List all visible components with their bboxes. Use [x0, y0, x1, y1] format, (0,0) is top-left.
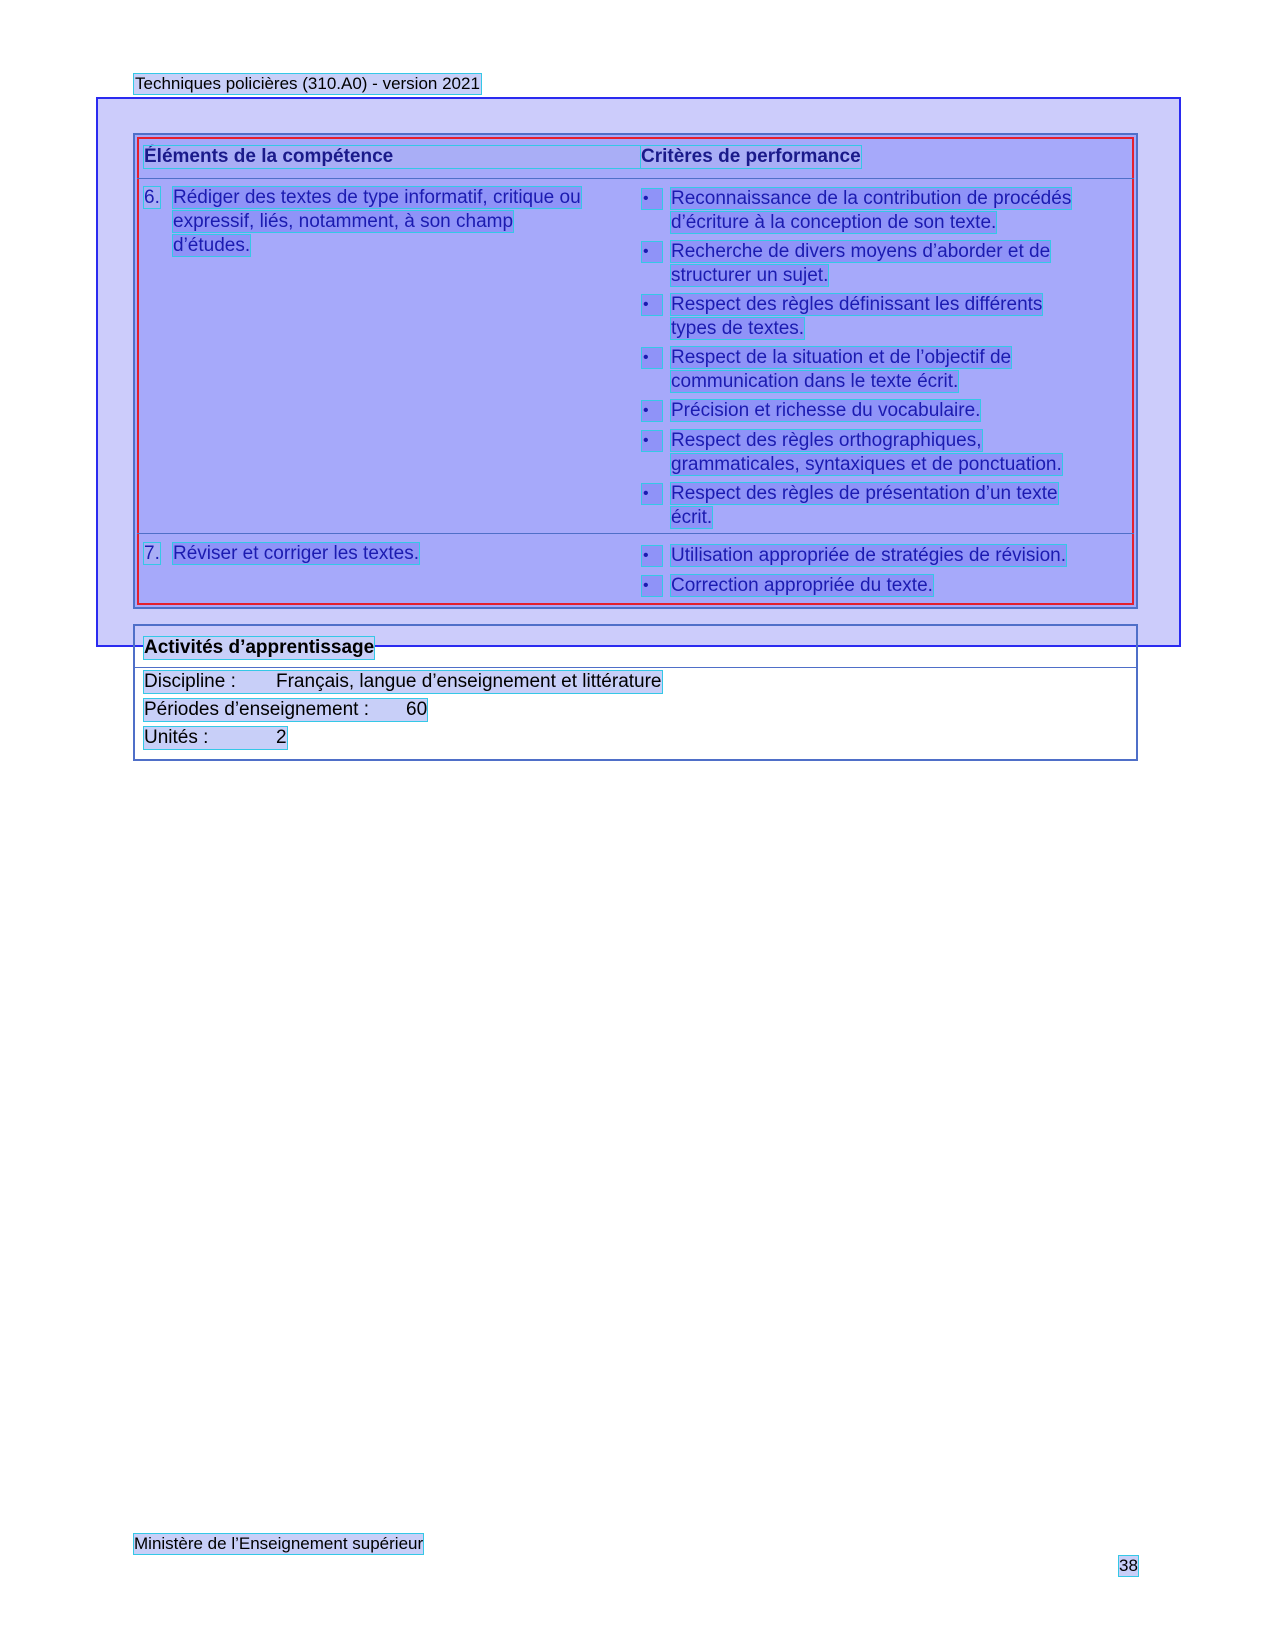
discipline-label: Discipline : [144, 671, 236, 692]
periods-label: Périodes d’enseignement : [144, 699, 369, 720]
units-row [144, 727, 287, 749]
bullet-icon: • [642, 546, 662, 566]
units-label: Unités : [144, 727, 209, 748]
page-number: 38 [1119, 1556, 1138, 1575]
page-header: Techniques policières (310.A0) - version 2021 [135, 74, 480, 93]
bullet-icon: • [642, 401, 662, 421]
element-number: 7. [144, 543, 160, 564]
criterion: Recherche de divers moyens d’aborder et de structurer un sujet. [671, 241, 1051, 286]
bullet-icon: • [642, 348, 662, 368]
criterion: Respect des règles orthographiques, grammaticales, syntaxiques et de ponctuation. [671, 430, 1062, 475]
element-number: 6. [144, 187, 160, 208]
discipline-value: Français, langue d’enseignement et littérature [276, 671, 662, 692]
footer-ministry: Ministère de l’Enseignement supérieur [134, 1534, 424, 1553]
element-text [173, 542, 419, 566]
periods-value: 60 [406, 699, 428, 720]
col-header-criteria: Critères de performance [641, 146, 861, 167]
activities-title: Activités d’apprentissage [144, 637, 375, 658]
bullet-icon: • [642, 242, 662, 262]
criterion: Reconnaissance de la contribution de procédés d’écriture à la conception de son texte. [671, 188, 1072, 233]
criterion: Respect de la situation et de l’objectif de communication dans le texte écrit. [671, 347, 1012, 392]
element-text [173, 186, 581, 258]
periods-row [144, 699, 427, 721]
element-line: d’études. [173, 235, 251, 256]
bullet-icon: • [642, 189, 662, 209]
element-line: Rédiger des textes de type informatif, critique ou [173, 187, 581, 208]
criterion: Correction appropriée du texte. [671, 575, 933, 596]
element-line: expressif, liés, notamment, à son champ [173, 211, 514, 232]
criterion: Respect des règles de présentation d’un texte écrit. [671, 483, 1058, 528]
bullet-icon: • [642, 431, 662, 451]
header-divider [137, 178, 1134, 179]
bullet-icon: • [642, 576, 662, 596]
bullet-icon: • [642, 484, 662, 504]
criterion: Précision et richesse du vocabulaire. [671, 400, 981, 421]
element-line: Réviser et corriger les textes. [173, 543, 420, 564]
criterion: Respect des règles définissant les différents types de textes. [671, 294, 1043, 339]
criterion: Utilisation appropriée de stratégies de révision. [671, 545, 1066, 566]
bullet-icon: • [642, 295, 662, 315]
row-divider [137, 533, 1134, 534]
col-header-elements: Éléments de la compétence [144, 146, 640, 168]
discipline-row [144, 671, 662, 693]
activities-divider [135, 667, 1136, 668]
units-value: 2 [276, 727, 287, 748]
